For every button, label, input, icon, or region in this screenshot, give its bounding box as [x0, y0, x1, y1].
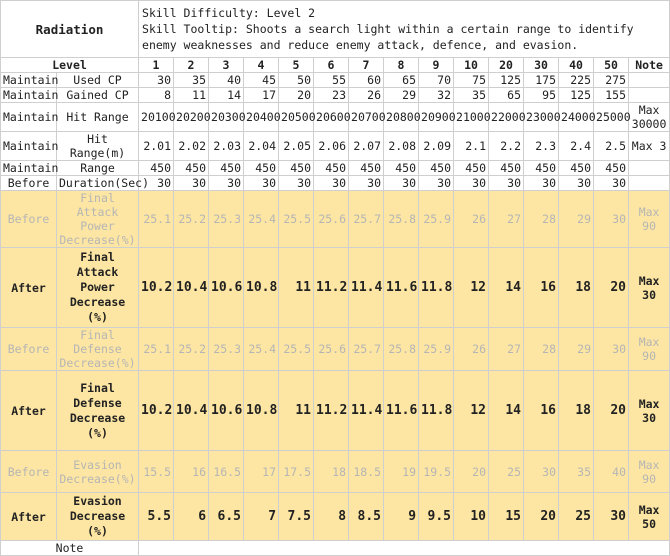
value-cell: 2.03 — [209, 132, 244, 161]
table-row — [1, 451, 670, 493]
value-cell: 35 — [174, 73, 209, 88]
value-cell: 95 — [524, 88, 559, 103]
value-cell: 10 — [454, 493, 489, 541]
table-row — [1, 103, 670, 132]
value-cell: 9 — [384, 493, 419, 541]
value-cell: 2.05 — [279, 132, 314, 161]
stat-label: Gained CP — [57, 88, 139, 103]
value-cell: 125 — [559, 88, 594, 103]
level-header-cell: 4 — [244, 58, 279, 73]
level-header: Level — [1, 58, 139, 73]
value-cell: 25.4 — [244, 328, 279, 371]
value-cell: 11.6 — [384, 371, 419, 451]
value-cell: 30 — [384, 176, 419, 191]
value-cell: 450 — [314, 161, 349, 176]
value-cell: 450 — [594, 161, 629, 176]
value-cell: 30 — [594, 493, 629, 541]
value-cell: 25 — [559, 493, 594, 541]
stat-label: Final Attack Power Decrease (%) — [57, 248, 139, 328]
value-cell: 2.06 — [314, 132, 349, 161]
value-cell: 2.01 — [139, 132, 174, 161]
stat-label: Final Attack Power Decrease(%) — [57, 191, 139, 248]
value-cell: 450 — [209, 161, 244, 176]
value-cell: 450 — [419, 161, 454, 176]
value-cell: 75 — [454, 73, 489, 88]
value-cell: 30 — [419, 176, 454, 191]
stat-label: Final Defense Decrease (%) — [57, 371, 139, 451]
phase-cell: Before — [1, 191, 57, 248]
value-cell: 25.8 — [384, 328, 419, 371]
value-cell: 18.5 — [349, 451, 384, 493]
value-cell: 15.5 — [139, 451, 174, 493]
value-cell: 12 — [454, 371, 489, 451]
value-cell: 24000 — [559, 103, 594, 132]
value-cell: 2.04 — [244, 132, 279, 161]
value-cell: 2.5 — [594, 132, 629, 161]
value-cell: 30 — [524, 451, 559, 493]
value-cell: 2.2 — [489, 132, 524, 161]
value-cell: 25.8 — [384, 191, 419, 248]
value-cell: 25.9 — [419, 328, 454, 371]
value-cell: 25.3 — [209, 328, 244, 371]
value-cell: 11 — [279, 371, 314, 451]
value-cell: 30 — [489, 176, 524, 191]
value-cell: 30 — [524, 176, 559, 191]
value-cell: 25.4 — [244, 191, 279, 248]
level-header-cell: 20 — [489, 58, 524, 73]
table-row — [1, 176, 670, 191]
value-cell: 30 — [279, 176, 314, 191]
value-cell: 450 — [244, 161, 279, 176]
value-cell: 20 — [524, 493, 559, 541]
stat-label: Hit Range — [57, 103, 139, 132]
value-cell: 16 — [524, 371, 559, 451]
value-cell: 30 — [594, 328, 629, 371]
phase-cell: Before — [1, 328, 57, 371]
value-cell: 7 — [244, 493, 279, 541]
value-cell: 9.5 — [419, 493, 454, 541]
level-header-cell: 5 — [279, 58, 314, 73]
level-header-cell: 10 — [454, 58, 489, 73]
value-cell: 8 — [314, 493, 349, 541]
value-cell: 25.9 — [419, 191, 454, 248]
value-cell: 40 — [594, 451, 629, 493]
footer-note-value — [139, 541, 670, 556]
table-row — [1, 73, 670, 88]
value-cell: 25.1 — [139, 191, 174, 248]
value-cell: 16 — [524, 248, 559, 328]
stat-label: Used CP — [57, 73, 139, 88]
value-cell: 40 — [209, 73, 244, 88]
note-cell — [629, 161, 670, 176]
note-cell — [629, 176, 670, 191]
stat-label: Duration(Sec) — [57, 176, 139, 191]
value-cell: 20600 — [314, 103, 349, 132]
table-row — [1, 493, 670, 541]
value-cell: 450 — [279, 161, 314, 176]
value-cell: 22000 — [489, 103, 524, 132]
value-cell: 25.1 — [139, 328, 174, 371]
value-cell: 450 — [349, 161, 384, 176]
value-cell: 450 — [384, 161, 419, 176]
value-cell: 450 — [489, 161, 524, 176]
value-cell: 25.5 — [279, 191, 314, 248]
level-header-cell: 2 — [174, 58, 209, 73]
value-cell: 450 — [524, 161, 559, 176]
skill-description — [139, 1, 670, 58]
value-cell: 25.2 — [174, 191, 209, 248]
value-cell: 70 — [419, 73, 454, 88]
note-cell — [629, 73, 670, 88]
level-header-cell: 3 — [209, 58, 244, 73]
value-cell: 14 — [489, 248, 524, 328]
phase-cell: Maintain — [1, 103, 57, 132]
value-cell: 60 — [349, 73, 384, 88]
value-cell: 20400 — [244, 103, 279, 132]
value-cell: 20500 — [279, 103, 314, 132]
value-cell: 30 — [454, 176, 489, 191]
value-cell: 20 — [594, 371, 629, 451]
table-row — [1, 248, 670, 328]
value-cell: 27 — [489, 328, 524, 371]
value-cell: 21000 — [454, 103, 489, 132]
value-cell: 20 — [594, 248, 629, 328]
value-cell: 45 — [244, 73, 279, 88]
value-cell: 16.5 — [209, 451, 244, 493]
value-cell: 25000 — [594, 103, 629, 132]
value-cell: 11.2 — [314, 371, 349, 451]
value-cell: 30 — [594, 176, 629, 191]
value-cell: 11.2 — [314, 248, 349, 328]
value-cell: 30 — [139, 73, 174, 88]
value-cell: 5.5 — [139, 493, 174, 541]
value-cell: 65 — [489, 88, 524, 103]
table-row — [1, 161, 670, 176]
stat-label: Range — [57, 161, 139, 176]
value-cell: 17 — [244, 88, 279, 103]
value-cell: 29 — [384, 88, 419, 103]
value-cell: 30 — [314, 176, 349, 191]
value-cell: 7.5 — [279, 493, 314, 541]
value-cell: 18 — [559, 371, 594, 451]
table-row — [1, 191, 670, 248]
phase-cell: After — [1, 371, 57, 451]
skill-name: Radiation — [1, 1, 139, 58]
value-cell: 20900 — [419, 103, 454, 132]
value-cell: 25.3 — [209, 191, 244, 248]
value-cell: 2.1 — [454, 132, 489, 161]
value-cell: 30 — [559, 176, 594, 191]
table-row — [1, 132, 670, 161]
value-cell: 11 — [279, 248, 314, 328]
level-header-cell: 50 — [594, 58, 629, 73]
level-header-cell: 9 — [419, 58, 454, 73]
value-cell: 18 — [314, 451, 349, 493]
value-cell: 28 — [524, 191, 559, 248]
phase-cell: Maintain — [1, 73, 57, 88]
value-cell: 450 — [454, 161, 489, 176]
value-cell: 32 — [419, 88, 454, 103]
value-cell: 2.07 — [349, 132, 384, 161]
value-cell: 25.6 — [314, 328, 349, 371]
value-cell: 19 — [384, 451, 419, 493]
value-cell: 27 — [489, 191, 524, 248]
value-cell: 11.4 — [349, 248, 384, 328]
value-cell: 20800 — [384, 103, 419, 132]
value-cell: 20300 — [209, 103, 244, 132]
value-cell: 8 — [139, 88, 174, 103]
value-cell: 11.8 — [419, 248, 454, 328]
table-row — [1, 88, 670, 103]
value-cell: 155 — [594, 88, 629, 103]
value-cell: 20700 — [349, 103, 384, 132]
phase-cell: Maintain — [1, 132, 57, 161]
value-cell: 25.2 — [174, 328, 209, 371]
note-cell: Max 50 — [629, 493, 670, 541]
value-cell: 26 — [454, 328, 489, 371]
value-cell: 450 — [174, 161, 209, 176]
value-cell: 15 — [489, 493, 524, 541]
note-cell: Max 3 — [629, 132, 670, 161]
value-cell: 20 — [279, 88, 314, 103]
value-cell: 175 — [524, 73, 559, 88]
value-cell: 2.08 — [384, 132, 419, 161]
value-cell: 125 — [489, 73, 524, 88]
note-cell: Max 30 — [629, 248, 670, 328]
value-cell: 6.5 — [209, 493, 244, 541]
value-cell: 6 — [174, 493, 209, 541]
value-cell: 16 — [174, 451, 209, 493]
value-cell: 17 — [244, 451, 279, 493]
table-row — [1, 371, 670, 451]
note-cell — [629, 88, 670, 103]
level-header-cell: 40 — [559, 58, 594, 73]
value-cell: 55 — [314, 73, 349, 88]
phase-cell: Before — [1, 176, 57, 191]
value-cell: 30 — [209, 176, 244, 191]
value-cell: 275 — [594, 73, 629, 88]
note-header: Note — [629, 58, 670, 73]
value-cell: 10.6 — [209, 248, 244, 328]
level-header-cell: 1 — [139, 58, 174, 73]
value-cell: 12 — [454, 248, 489, 328]
value-cell: 450 — [559, 161, 594, 176]
value-cell: 30 — [594, 191, 629, 248]
value-cell: 2.4 — [559, 132, 594, 161]
phase-cell: Maintain — [1, 88, 57, 103]
level-header-cell: 7 — [349, 58, 384, 73]
value-cell: 8.5 — [349, 493, 384, 541]
value-cell: 225 — [559, 73, 594, 88]
note-cell: Max 30 — [629, 371, 670, 451]
value-cell: 35 — [559, 451, 594, 493]
value-cell: 20 — [454, 451, 489, 493]
value-cell: 10.4 — [174, 371, 209, 451]
value-cell: 25.6 — [314, 191, 349, 248]
value-cell: 2.02 — [174, 132, 209, 161]
value-cell: 23 — [314, 88, 349, 103]
note-cell: Max 30000 — [629, 103, 670, 132]
note-cell: Max 90 — [629, 328, 670, 371]
value-cell: 11 — [174, 88, 209, 103]
footer-row — [1, 541, 670, 556]
value-cell: 25 — [489, 451, 524, 493]
value-cell: 25.7 — [349, 191, 384, 248]
phase-cell: After — [1, 493, 57, 541]
value-cell: 25.7 — [349, 328, 384, 371]
value-cell: 2.3 — [524, 132, 559, 161]
note-cell: Max 90 — [629, 191, 670, 248]
value-cell: 23000 — [524, 103, 559, 132]
table-row — [1, 328, 670, 371]
stat-label: Final Defense Decrease(%) — [57, 328, 139, 371]
value-cell: 65 — [384, 73, 419, 88]
level-header-cell: 8 — [384, 58, 419, 73]
value-cell: 10.8 — [244, 248, 279, 328]
value-cell: 30 — [349, 176, 384, 191]
value-cell: 26 — [454, 191, 489, 248]
value-cell: 20200 — [174, 103, 209, 132]
value-cell: 10.8 — [244, 371, 279, 451]
value-cell: 19.5 — [419, 451, 454, 493]
level-header-cell: 30 — [524, 58, 559, 73]
level-header-cell: 6 — [314, 58, 349, 73]
value-cell: 14 — [209, 88, 244, 103]
note-cell: Max 90 — [629, 451, 670, 493]
value-cell: 11.8 — [419, 371, 454, 451]
stat-label: Evasion Decrease(%) — [57, 451, 139, 493]
value-cell: 18 — [559, 248, 594, 328]
stat-label: Hit Range(m) — [57, 132, 139, 161]
value-cell: 28 — [524, 328, 559, 371]
skill-tooltip: Skill Tooltip: Shoots a search light within a certain range to identify enemy weaknesses and reduce enemy attack, defence, and evasion. — [142, 22, 634, 52]
value-cell: 11.4 — [349, 371, 384, 451]
value-cell: 29 — [559, 328, 594, 371]
value-cell: 14 — [489, 371, 524, 451]
value-cell: 17.5 — [279, 451, 314, 493]
value-cell: 20100 — [139, 103, 174, 132]
value-cell: 26 — [349, 88, 384, 103]
value-cell: 10.4 — [174, 248, 209, 328]
footer-note-label: Note — [1, 541, 139, 556]
value-cell: 10.6 — [209, 371, 244, 451]
value-cell: 30 — [174, 176, 209, 191]
value-cell: 450 — [139, 161, 174, 176]
value-cell: 2.09 — [419, 132, 454, 161]
value-cell: 50 — [279, 73, 314, 88]
value-cell: 10.2 — [139, 371, 174, 451]
phase-cell: Maintain — [1, 161, 57, 176]
stat-label: Evasion Decrease (%) — [57, 493, 139, 541]
skill-difficulty: Skill Difficulty: Level 2 — [142, 6, 316, 20]
value-cell: 30 — [244, 176, 279, 191]
value-cell: 35 — [454, 88, 489, 103]
value-cell: 11.6 — [384, 248, 419, 328]
phase-cell: After — [1, 248, 57, 328]
phase-cell: Before — [1, 451, 57, 493]
value-cell: 25.5 — [279, 328, 314, 371]
value-cell: 10.2 — [139, 248, 174, 328]
value-cell: 29 — [559, 191, 594, 248]
value-cell: 30 — [139, 176, 174, 191]
